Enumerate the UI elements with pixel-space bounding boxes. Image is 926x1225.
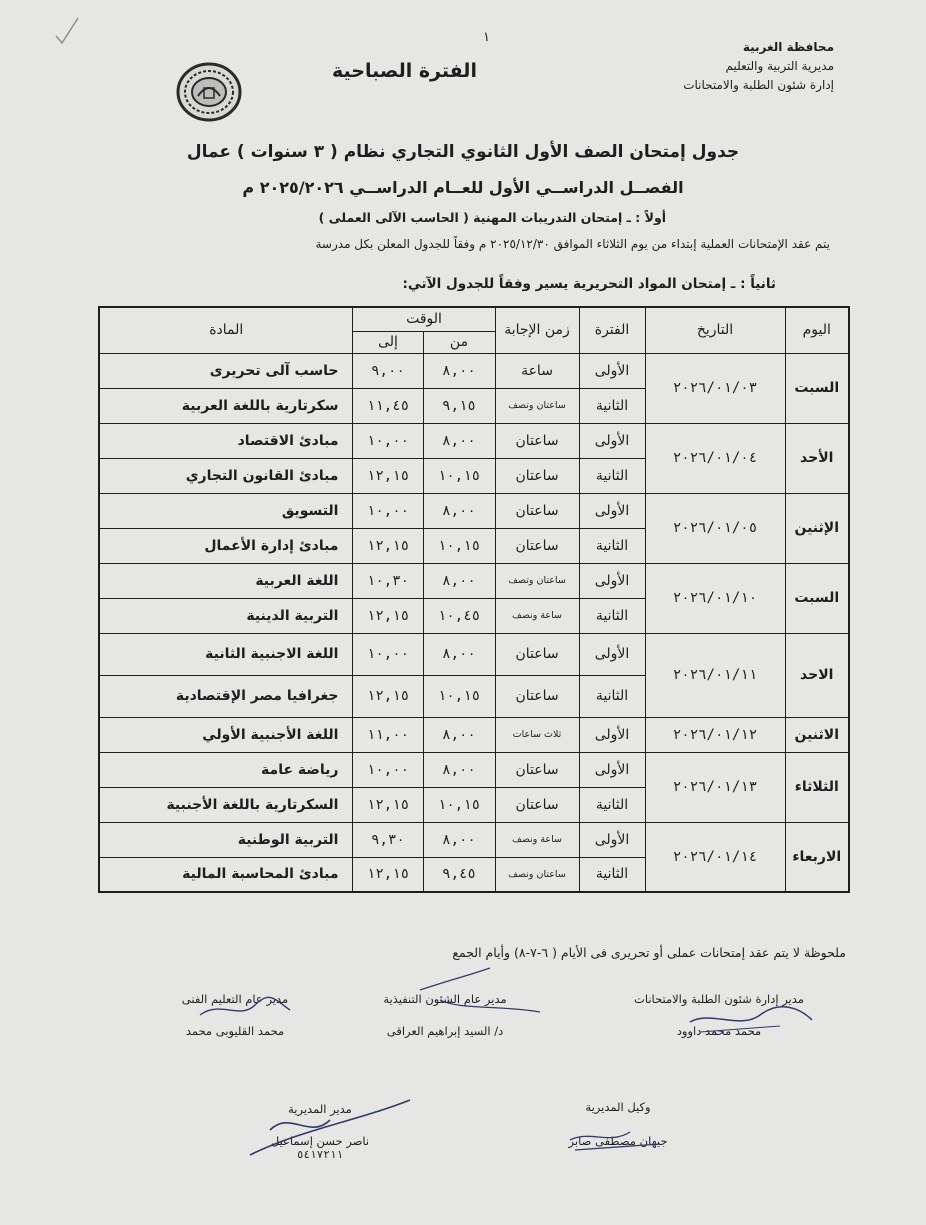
time-to-cell: ١٠,٠٠ <box>353 423 423 458</box>
day-cell: الأحد <box>785 423 849 493</box>
signature-title: مدير المديرية <box>288 1102 352 1116</box>
subject-cell: مبادئ الاقتصاد <box>99 423 353 458</box>
day-cell: السبت <box>785 353 849 423</box>
duration-cell: ساعتان وتصف <box>495 388 579 423</box>
document-subtitle: الفصــل الدراســي الأول للعــام الدراســي ٢٠٢٥/٢٠٢٦ م <box>242 178 684 197</box>
signature-block-executive-affairs <box>345 992 545 1038</box>
table-row <box>99 353 849 388</box>
header-duration: زمن الإجابة <box>495 307 579 353</box>
check-mark-icon <box>54 16 80 46</box>
signature-block-deputy <box>548 1100 688 1148</box>
time-from-cell: ١٠,١٥ <box>423 458 495 493</box>
section-written-heading: ثانياً : ـ إمتحان المواد التحريرية يسير وفقاً للجدول الآتي: <box>402 276 776 292</box>
header-date: التاريخ <box>645 307 785 353</box>
duration-cell: ساعتان <box>495 423 579 458</box>
day-cell: الاحد <box>785 633 849 717</box>
subject-cell: التربية الوطنية <box>99 822 353 857</box>
time-from-cell: ٨,٠٠ <box>423 563 495 598</box>
time-from-cell: ١٠,٤٥ <box>423 598 495 633</box>
subject-cell: حاسب آلى تحريرى <box>99 353 353 388</box>
time-to-cell: ٩,٣٠ <box>353 822 423 857</box>
duration-cell: ساعة ونصف <box>495 598 579 633</box>
signature-name: محمد محمد داوود <box>676 1024 762 1038</box>
org-line-directorate: مديرية التربية والتعليم <box>725 59 834 73</box>
time-from-cell: ٨,٠٠ <box>423 822 495 857</box>
subject-cell: رياضة عامة <box>99 752 353 787</box>
period-cell: الثانية <box>579 598 645 633</box>
signature-name: د/ السيد إبراهيم العراقى <box>386 1024 504 1038</box>
duration-cell: ساعتان <box>495 752 579 787</box>
time-to-cell: ١٢,١٥ <box>353 787 423 822</box>
header-to: إلى <box>353 331 423 353</box>
subject-cell: اللغة العربية <box>99 563 353 598</box>
period-cell: الثانية <box>579 528 645 563</box>
time-to-cell: ١٠,٠٠ <box>353 633 423 675</box>
signature-title: وكيل المديرية <box>585 1100 651 1114</box>
duration-cell: ثلاث ساعات <box>495 717 579 752</box>
period-cell: الأولى <box>579 752 645 787</box>
subject-cell: السكرتارية باللغة الأجنبية <box>99 787 353 822</box>
document-title: جدول إمتحان الصف الأول الثانوي التجاري نظام ( ٣ سنوات ) عمال <box>186 142 740 162</box>
period-cell: الأولى <box>579 563 645 598</box>
time-from-cell: ٩,٤٥ <box>423 857 495 892</box>
org-line-governorate: محافظة الغربية <box>742 40 834 54</box>
period-heading: الفترة الصباحية <box>332 60 477 82</box>
table-row <box>99 717 849 752</box>
ministry-seal-icon <box>176 62 242 122</box>
duration-cell: ساعتان <box>495 787 579 822</box>
duration-cell: ساعتان <box>495 633 579 675</box>
time-to-cell: ١٢,١٥ <box>353 528 423 563</box>
duration-cell: ساعتان وتصف <box>495 563 579 598</box>
time-from-cell: ١٠,١٥ <box>423 675 495 717</box>
period-cell: الثانية <box>579 857 645 892</box>
date-cell: ٢٠٢٦/٠١/٠٥ <box>645 493 785 563</box>
period-cell: الثانية <box>579 388 645 423</box>
time-to-cell: ١١,٤٥ <box>353 388 423 423</box>
header-from: من <box>423 331 495 353</box>
time-from-cell: ٨,٠٠ <box>423 717 495 752</box>
date-cell: ٢٠٢٦/٠١/٠٣ <box>645 353 785 423</box>
header-time: الوقت <box>353 307 495 331</box>
date-cell: ٢٠٢٦/٠١/١٣ <box>645 752 785 822</box>
time-from-cell: ٨,٠٠ <box>423 493 495 528</box>
table-row <box>99 633 849 675</box>
signature-title: مدير إدارة شئون الطلبة والامتحانات <box>634 992 804 1006</box>
organization-block <box>683 38 834 95</box>
period-cell: الأولى <box>579 822 645 857</box>
header-subject: المادة <box>99 307 353 353</box>
day-cell: السبت <box>785 563 849 633</box>
time-to-cell: ١٢,١٥ <box>353 458 423 493</box>
duration-cell: ساعتان <box>495 528 579 563</box>
exam-schedule-table <box>98 306 850 893</box>
duration-cell: ساعة <box>495 353 579 388</box>
subject-cell: مبادئ إدارة الأعمال <box>99 528 353 563</box>
table-row <box>99 822 849 857</box>
period-cell: الأولى <box>579 633 645 675</box>
time-from-cell: ٨,٠٠ <box>423 353 495 388</box>
period-cell: الأولى <box>579 353 645 388</box>
section-practical-heading: أولاً : ـ إمتحان التدريبات المهنية ( الحاسب الآلى العملى ) <box>318 210 666 225</box>
time-from-cell: ١٠,١٥ <box>423 528 495 563</box>
subject-cell: اللغة الاجنبية الثانية <box>99 633 353 675</box>
period-cell: الثانية <box>579 458 645 493</box>
period-cell: الأولى <box>579 717 645 752</box>
duration-cell: ساعتان <box>495 493 579 528</box>
duration-cell: ساعة ونصف <box>495 822 579 857</box>
practical-exams-paragraph: يتم عقد الإمتحانات العملية إبتداء من يوم الثلاثاء الموافق ٢٠٢٥/١٢/٣٠ م وفقاً للجدول المعلن بكل مدرسة <box>315 237 830 251</box>
table-row <box>99 493 849 528</box>
signature-name: ناصر حسن إسماعيل <box>270 1134 370 1148</box>
table-row <box>99 563 849 598</box>
signature-title: مدير عام الشئون التنفيذية <box>383 992 507 1006</box>
period-cell: الأولى <box>579 493 645 528</box>
time-to-cell: ١٢,١٥ <box>353 857 423 892</box>
signature-name: محمد القليوبى محمد <box>185 1024 285 1038</box>
time-to-cell: ١٠,٠٠ <box>353 752 423 787</box>
time-to-cell: ٩,٠٠ <box>353 353 423 388</box>
page-number: ١ <box>483 30 490 45</box>
day-cell: الثلاثاء <box>785 752 849 822</box>
period-cell: الثانية <box>579 675 645 717</box>
period-cell: الأولى <box>579 423 645 458</box>
period-cell: الثانية <box>579 787 645 822</box>
time-to-cell: ١١,٠٠ <box>353 717 423 752</box>
date-cell: ٢٠٢٦/٠١/١٤ <box>645 822 785 892</box>
subject-cell: مبادئ المحاسبة المالية <box>99 857 353 892</box>
note-text: ملحوظة لا يتم عقد إمتحانات عملى أو تحريرى فى الأيام ( ٦-٧-٨) وأيام الجمع <box>452 945 846 960</box>
table-row <box>99 423 849 458</box>
duration-cell: ساعتان ونصف <box>495 857 579 892</box>
signature-block-student-affairs <box>604 992 834 1038</box>
day-cell: الإثنين <box>785 493 849 563</box>
time-to-cell: ١٠,٣٠ <box>353 563 423 598</box>
time-to-cell: ١٢,١٥ <box>353 598 423 633</box>
signature-block-director <box>240 1102 400 1161</box>
time-to-cell: ١٠,٠٠ <box>353 493 423 528</box>
time-from-cell: ٨,٠٠ <box>423 752 495 787</box>
time-to-cell: ١٢,١٥ <box>353 675 423 717</box>
subject-cell: اللغة الأجنبية الأولي <box>99 717 353 752</box>
date-cell: ٢٠٢٦/٠١/١٢ <box>645 717 785 752</box>
signature-block-technical-education <box>150 992 320 1038</box>
date-cell: ٢٠٢٦/٠١/٠٤ <box>645 423 785 493</box>
duration-cell: ساعتان <box>495 458 579 493</box>
org-line-department: إدارة شئون الطلبة والامتحانات <box>683 78 834 92</box>
table-row <box>99 752 849 787</box>
duration-cell: ساعتان <box>495 675 579 717</box>
time-from-cell: ٨,٠٠ <box>423 423 495 458</box>
signature-name: جيهان مصطفى صابر <box>568 1134 668 1148</box>
signature-extra: ٥٤١٧٢١١ <box>296 1148 344 1161</box>
subject-cell: جغرافيا مصر الإقتصادية <box>99 675 353 717</box>
subject-cell: مبادئ القانون التجاري <box>99 458 353 493</box>
day-cell: الاربعاء <box>785 822 849 892</box>
time-from-cell: ١٠,١٥ <box>423 787 495 822</box>
header-day: اليوم <box>785 307 849 353</box>
date-cell: ٢٠٢٦/٠١/١١ <box>645 633 785 717</box>
date-cell: ٢٠٢٦/٠١/١٠ <box>645 563 785 633</box>
day-cell: الاثنين <box>785 717 849 752</box>
subject-cell: التربية الدينية <box>99 598 353 633</box>
time-from-cell: ٩,١٥ <box>423 388 495 423</box>
subject-cell: التسويق <box>99 493 353 528</box>
subject-cell: سكرتارية باللغة العربية <box>99 388 353 423</box>
signature-title: مدير عام التعليم الفنى <box>181 992 289 1006</box>
header-period: الفترة <box>579 307 645 353</box>
time-from-cell: ٨,٠٠ <box>423 633 495 675</box>
